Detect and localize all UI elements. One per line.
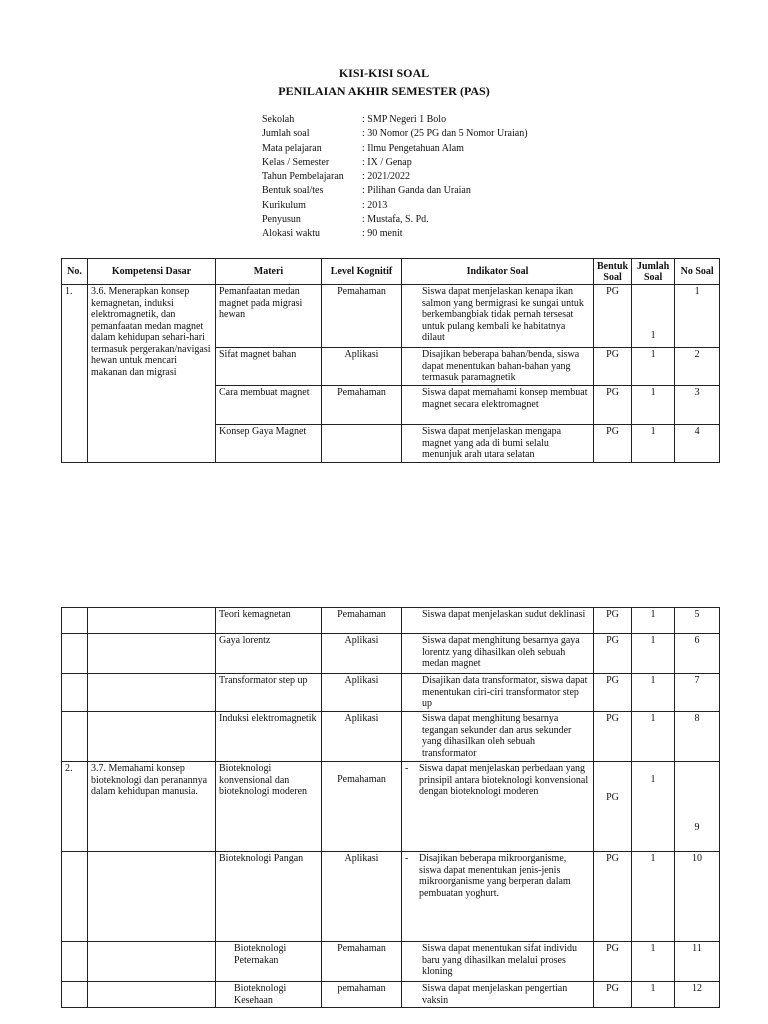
bentuk-cell: PG (594, 348, 632, 386)
info-label: Alokasi waktu (262, 228, 321, 240)
bentuk-cell: PG (594, 674, 632, 712)
header-kd: Kompetensi Dasar (88, 259, 216, 285)
kd-number (62, 982, 88, 1008)
info-value: : 2013 (362, 199, 388, 211)
indikator-cell: Siswa dapat menjelaskan kenapa ikan salmon yang bermigrasi ke sungai untuk berkembangbiak tidak pernah tersesat untuk pulang kembali ke habitatnya dilaut (402, 285, 594, 348)
indikator-cell (402, 852, 594, 942)
table-row (62, 942, 720, 982)
dash-mark: - (405, 853, 409, 864)
materi-cell: Transformator step up (216, 674, 322, 712)
nosoal-cell: 4 (675, 425, 720, 463)
kd-number (62, 852, 88, 942)
level-cell: pemahaman (322, 982, 402, 1008)
jumlah-cell: 1 (632, 386, 675, 425)
jumlah-cell: 1 (632, 674, 675, 712)
nosoal-cell: 9 (675, 762, 720, 852)
kd-text (88, 942, 216, 982)
indikator-text: Disajikan beberapa mikroorganisme, siswa dapat menentukan jenis-jenis mikroorganisme yang berperan dalam pembuatan yoghurt. (419, 853, 571, 899)
bentuk-cell: PG (594, 982, 632, 1008)
jumlah-cell: 1 (632, 942, 675, 982)
info-row (262, 142, 528, 156)
kd-text (88, 634, 216, 674)
materi-cell: Bioteknologi konvensional dan bioteknologi moderen (216, 762, 322, 852)
bentuk-cell: PG (594, 285, 632, 348)
jumlah-cell: 1 (632, 982, 675, 1008)
level-cell: Pemahaman (322, 608, 402, 634)
bentuk-cell: PG (594, 712, 632, 762)
nosoal-cell: 8 (675, 712, 720, 762)
jumlah-cell: 1 (632, 348, 675, 386)
info-row (262, 156, 528, 170)
indikator-text: Siswa dapat menjelaskan perbedaan yang prinsipil antara bioteknologi konvensional dengan bioteknologi moderen (419, 763, 589, 797)
nosoal-cell: 6 (675, 634, 720, 674)
bentuk-cell: PG (594, 762, 632, 852)
materi-cell: Gaya lorentz (216, 634, 322, 674)
materi-cell: Sifat magnet bahan (216, 348, 322, 386)
kd-number: 1. (62, 285, 88, 463)
kd-number (62, 674, 88, 712)
header-no: No. (62, 259, 88, 285)
info-value: : SMP Negeri 1 Bolo (362, 114, 447, 125)
nosoal-cell: 2 (675, 348, 720, 386)
kd-text: 3.6. Menerapkan konsep kemagnetan, induksi elektromagnetik, dan pemanfaatan medan magnet dalam kehidupan sehari-hari termasuk pergerakan/navigasi hewan untuk mencari makanan dan migrasi (88, 285, 216, 463)
header-nosoal: No Soal (675, 259, 720, 285)
table-row (62, 608, 720, 634)
info-label: Penyusun (262, 214, 301, 226)
level-cell: Pemahaman (322, 285, 402, 348)
indikator-cell: Siswa dapat menjelaskan sudut deklinasi (402, 608, 594, 634)
info-label: Kelas / Semester (262, 156, 330, 168)
materi-cell: Bioteknologi Peternakan (216, 942, 322, 982)
indikator-cell: Siswa dapat memahami konsep membuat magnet secara elektromagnet (402, 386, 594, 425)
info-row (262, 227, 528, 241)
info-row (262, 127, 528, 141)
level-cell: Aplikasi (322, 634, 402, 674)
nosoal-cell: 3 (675, 386, 720, 425)
nosoal-cell: 7 (675, 674, 720, 712)
level-cell: Aplikasi (322, 674, 402, 712)
jumlah-cell: 1 (632, 634, 675, 674)
info-value: : IX / Genap (362, 156, 412, 168)
kd-number (62, 608, 88, 634)
info-row (262, 184, 528, 198)
indikator-cell: Siswa dapat menghitung besarnya tegangan sekunder dan arus sekunder yang dihasilkan oleh sebuah transformator (402, 712, 594, 762)
header-bentuk: Bentuk Soal (594, 259, 632, 285)
kd-number (62, 712, 88, 762)
info-row (262, 213, 528, 227)
info-value: : 90 menit (362, 228, 403, 240)
level-cell: Aplikasi (322, 852, 402, 942)
info-row (262, 199, 528, 213)
header-materi: Materi (216, 259, 322, 285)
indikator-cell (402, 762, 594, 852)
kd-number (62, 942, 88, 982)
kd-text (88, 712, 216, 762)
materi-cell: Pemanfaatan medan magnet pada migrasi hewan (216, 285, 322, 348)
info-value: : Mustafa, S. Pd. (362, 214, 429, 226)
table-row (62, 982, 720, 1008)
level-cell (322, 425, 402, 463)
table-row (62, 712, 720, 762)
grid-table-2 (61, 607, 720, 1008)
nosoal-cell: 10 (675, 852, 720, 942)
info-value: : 2021/2022 (362, 171, 411, 183)
nosoal-cell: 11 (675, 942, 720, 982)
info-label: Jumlah soal (262, 128, 310, 140)
info-value: : Pilihan Ganda dan Uraian (362, 185, 471, 197)
kd-text (88, 852, 216, 942)
info-value: : Ilmu Pengetahuan Alam (362, 142, 464, 154)
indikator-cell: Siswa dapat menjelaskan pengertian vaksin (402, 982, 594, 1008)
indikator-cell: Siswa dapat menentukan sifat individu baru yang dihasilkan melalui proses kloning (402, 942, 594, 982)
kd-text: 3.7. Memahami konsep bioteknologi dan peranannya dalam kehidupan manusia. (88, 762, 216, 852)
jumlah-cell: 1 (632, 608, 675, 634)
kd-text (88, 982, 216, 1008)
nosoal-cell: 12 (675, 982, 720, 1008)
indikator-cell: Disajikan data transformator, siswa dapat menentukan ciri-ciri transformator step up (402, 674, 594, 712)
bentuk-cell: PG (594, 942, 632, 982)
bentuk-cell: PG (594, 852, 632, 942)
bentuk-cell: PG (594, 608, 632, 634)
table-row (62, 674, 720, 712)
kd-number: 2. (62, 762, 88, 852)
materi-cell: Teori kemagnetan (216, 608, 322, 634)
kd-text (88, 608, 216, 634)
materi-cell: Cara membuat magnet (216, 386, 322, 425)
info-row (262, 170, 528, 184)
materi-cell: Bioteknologi Pangan (216, 852, 322, 942)
jumlah-cell: 1 (632, 712, 675, 762)
materi-cell: Konsep Gaya Magnet (216, 425, 322, 463)
table-row (62, 852, 720, 942)
level-cell: Pemahaman (322, 942, 402, 982)
table-header-row (62, 259, 720, 285)
info-value: : 30 Nomor (25 PG dan 5 Nomor Uraian) (362, 128, 528, 140)
jumlah-cell: 1 (632, 285, 675, 348)
kd-text (88, 674, 216, 712)
header-level: Level Kognitif (322, 259, 402, 285)
nosoal-cell: 1 (675, 285, 720, 348)
info-block (262, 113, 528, 242)
grid-table-1 (61, 258, 720, 463)
info-label: Tahun Pembelajaran (262, 171, 344, 183)
bentuk-cell: PG (594, 386, 632, 425)
header-jumlah: Jumlah Soal (632, 259, 675, 285)
info-label: Bentuk soal/tes (262, 185, 324, 197)
doc-subtitle: PENILAIAN AKHIR SEMESTER (PAS) (278, 84, 490, 98)
bentuk-cell: PG (594, 425, 632, 463)
bentuk-cell: PG (594, 634, 632, 674)
materi-cell: Induksi elektromagnetik (216, 712, 322, 762)
materi-cell: Bioteknologi Kesehaan (216, 982, 322, 1008)
jumlah-cell: 1 (632, 852, 675, 942)
table-row (62, 634, 720, 674)
nosoal-cell: 5 (675, 608, 720, 634)
doc-title: KISI-KISI SOAL (338, 66, 430, 80)
dash-mark: - (405, 763, 409, 774)
jumlah-cell: 1 (632, 762, 675, 852)
header-indikator: Indikator Soal (402, 259, 594, 285)
level-cell: Aplikasi (322, 348, 402, 386)
kd-number (62, 634, 88, 674)
level-cell: Pemahaman (322, 762, 402, 852)
level-cell: Pemahaman (322, 386, 402, 425)
indikator-cell: Siswa dapat menjelaskan mengapa magnet yang ada di bumi selalu menunjuk arah utara selatan (402, 425, 594, 463)
indikator-cell: Disajikan beberapa bahan/benda, siswa dapat menentukan bahan-bahan yang termasuk paramagnetik (402, 348, 594, 386)
info-label: Mata pelajaran (262, 142, 322, 154)
table-row (62, 762, 720, 852)
info-row (262, 113, 528, 127)
info-label: Kurikulum (262, 199, 306, 211)
info-label: Sekolah (262, 114, 295, 125)
table-row (62, 285, 720, 348)
level-cell: Aplikasi (322, 712, 402, 762)
indikator-cell: Siswa dapat menghitung besarnya gaya lorentz yang dihasilkan oleh sebuah medan magnet (402, 634, 594, 674)
jumlah-cell: 1 (632, 425, 675, 463)
